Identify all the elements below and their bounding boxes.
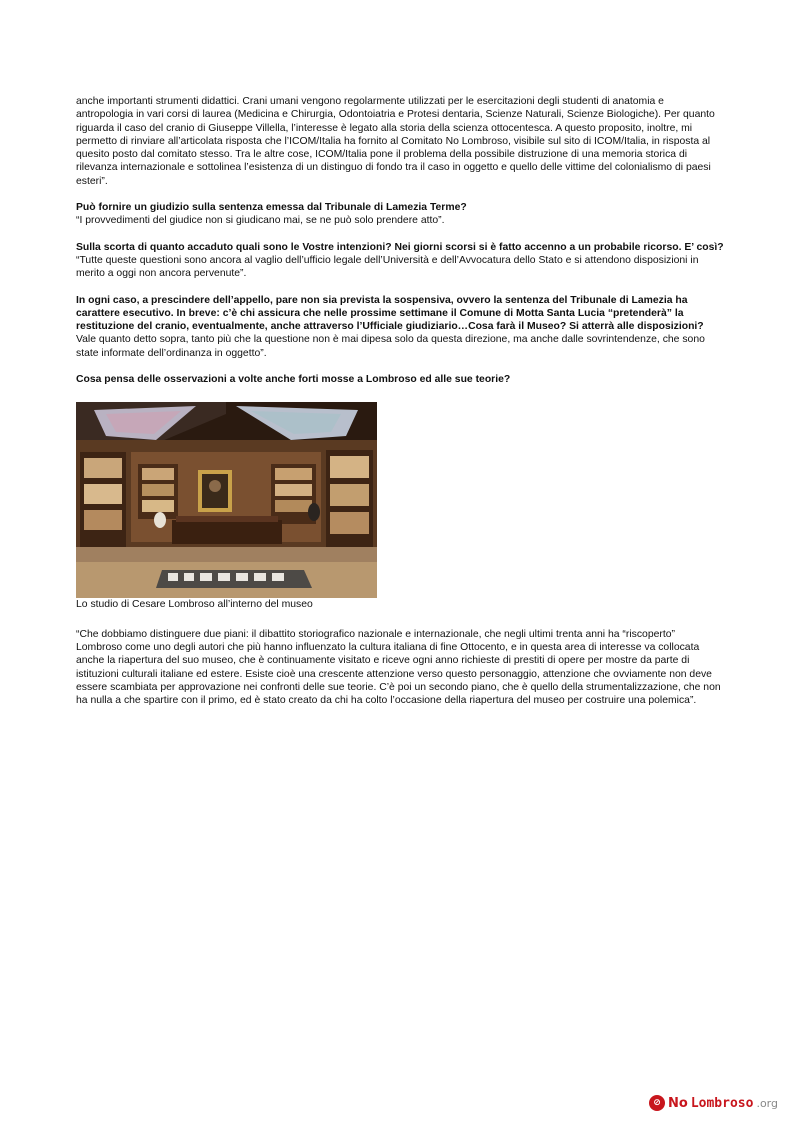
museum-study-photo (76, 402, 377, 598)
question-2: Sulla scorta di quanto accaduto quali sono le Vostre intenzioni? Nei giorni scorsi si è fatto accenno a un probabile ricorso. E’ così? (76, 241, 724, 253)
answer-1: “I provvedimenti del giudice non si giudicano mai, se ne può solo prendere atto”. (76, 215, 445, 227)
nolombroso-logo (649, 1093, 778, 1113)
spacer (76, 281, 724, 294)
article-body (76, 95, 724, 707)
spacer (76, 228, 724, 241)
logo-no-text: No (668, 1095, 688, 1111)
logo-name-text: Lombroso (690, 1095, 754, 1111)
photo-caption: Lo studio di Cesare Lombroso all’interno del museo (76, 599, 313, 611)
question-3: In ogni caso, a prescindere dell’appello, pare non sia prevista la sospensiva, ovvero la sentenza del Tribunale di Lamezia ha carattere esecutivo. In breve: c’è chi assicura che nelle prossime settimane il Comune di Motta Santa Lucia “pretenderà” la restituzione del cranio, eventualmente, anche attraverso l’Ufficiale giudiziario…Cosa farà il Museo? Si atterrà alle disposizioni? (76, 294, 704, 333)
question-1: Può fornire un giudizio sulla sentenza emessa dal Tribunale di Lamezia Terme? (76, 202, 467, 214)
spacer (76, 612, 724, 628)
spacer (76, 188, 724, 201)
answer-4: “Che dobbiamo distinguere due piani: il dibattito storiografico nazionale e internazionale, che negli ultimi trenta anni ha “riscoperto” Lombroso come uno degli autori che più hanno influenzato la cultura italiana di fine Ottocento, e in questa area di interesse va collocata anche la riapertura del suo museo, che è continuamente visitato e riceve ogni anno richieste di prestiti di opere per mostre da parte di istituzioni culturali italiane ed estere. Esiste cioè una crescente attenzione verso questo personaggio, attenzione che ovviamente non deve essere scambiata per approvazione nei confronti delle sue teorie. C’è poi un secondo piano, che è quello della strumentalizzazione, che non ha nulla a che spartire con il primo, ed è stato creato da chi ha colto l’occasione della riapertura del museo per costruire una polemica”. (76, 628, 721, 707)
question-4: Cosa pensa delle osservazioni a volte anche forti mosse a Lombroso ed alle sue teorie? (76, 374, 511, 386)
no-sign-icon: ⊘ (649, 1095, 665, 1111)
logo-tld-text: .org (756, 1096, 778, 1110)
answer-2: “Tutte queste questioni sono ancora al vaglio dell’ufficio legale dell’Università e dell’Avvocatura dello Stato e si attendono disposizioni in merito a oggi non ancora pervenute”. (76, 254, 699, 280)
intro-paragraph: anche importanti strumenti didattici. Crani umani vengono regolarmente utilizzati per le esercitazioni degli studenti di anatomia e antropologia in vari corsi di laurea (Medicina e Chirurgia, Odontoiatria e Protesi dentaria, Scienze Naturali, Scienze Biologiche). Per quanto riguarda il caso del cranio di Giuseppe Villella, l’interesse è legato alla storia della scienza ottocentesca. A questo proposito, inoltre, mi permetto di rinviare all’articolata risposta che l’ICOM/Italia ha fornito al Comitato No Lombroso, visibile sul sito di ICOM/Italia, in risposta al quesito posto dal comitato stesso. Tra le altre cose, ICOM/Italia pone il problema della possibile distruzione di una memoria storica di rilevanza internazionale e sottolinea l’esistenza di un distinguo di fondo tra il caso in oggetto e quello delle vittime del colonialismo di paesi esteri”. (76, 96, 715, 187)
spacer (76, 360, 724, 373)
answer-3: Vale quanto detto sopra, tanto più che la questione non è mai dipesa solo da questa direzione, ma anche dalle sovrintendenze, che sono state informate dell’ordinanza in oggetto”. (76, 334, 705, 359)
